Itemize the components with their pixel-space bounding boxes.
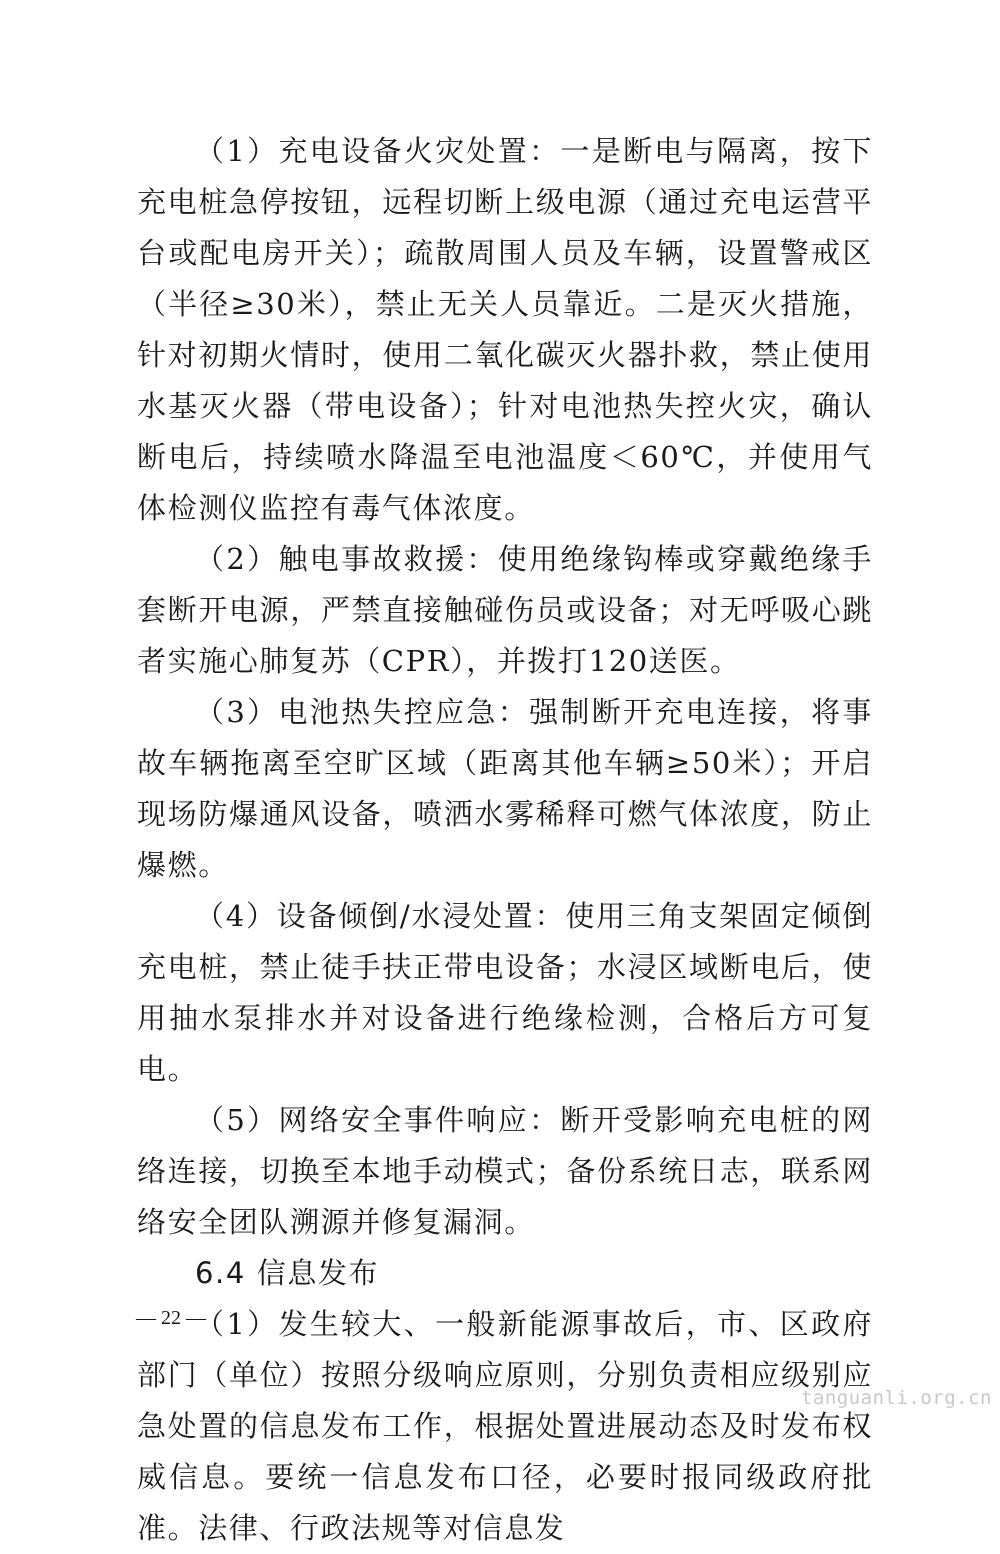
paragraph-information-release: （1）发生较大、一般新能源事故后，市、区政府部门（单位）按照分级响应原则，分别负责相应级别应急处置的信息发布工作，根据处置进展动态及时发布权威信息。要统一信息发布口径，必要时报同级政府批准。法律、行政法规等对信息发 [137, 1307, 873, 1545]
document-body [137, 126, 873, 1554]
paragraph-equipment-toppling-flooding: （4）设备倾倒/水浸处置：使用三角支架固定倾倒充电桩，禁止徒手扶正带电设备；水浸区域断电后，使用抽水泵排水并对设备进行绝缘检测，合格后方可复电。 [137, 899, 873, 1086]
watermark: tanguanli.org.cn [800, 1387, 992, 1409]
paragraph-charging-fire: （1）充电设备火灾处置：一是断电与隔离，按下充电桩急停按钮，远程切断上级电源（通过充电运营平台或配电房开关）；疏散周围人员及车辆，设置警戒区（半径≥30米），禁止无关人员靠近。二是灭火措施，针对初期火情时，使用二氧化碳灭火器扑救，禁止使用水基灭火器（带电设备）；针对电池热失控火灾，确认断电后，持续喷水降温至电池温度＜60℃，并使用气体检测仪监控有毒气体浓度。 [137, 134, 873, 525]
section-heading-information-release: 6.4 信息发布 [195, 1256, 380, 1290]
paragraph-battery-thermal-runaway: （3）电池热失控应急：强制断开充电连接，将事故车辆拖离至空旷区域（距离其他车辆≥50米）；开启现场防爆通风设备，喷洒水雾稀释可燃气体浓度，防止爆燃。 [137, 695, 873, 882]
paragraph-network-security: （5）网络安全事件响应：断开受影响充电桩的网络连接，切换至本地手动模式；备份系统日志，联系网络安全团队溯源并修复漏洞。 [137, 1103, 873, 1239]
page-number: — 22 — [136, 1307, 206, 1329]
paragraph-electric-shock: （2）触电事故救援：使用绝缘钩棒或穿戴绝缘手套断开电源，严禁直接触碰伤员或设备；对无呼吸心跳者实施心肺复苏（CPR），并拨打120送医。 [137, 542, 873, 678]
